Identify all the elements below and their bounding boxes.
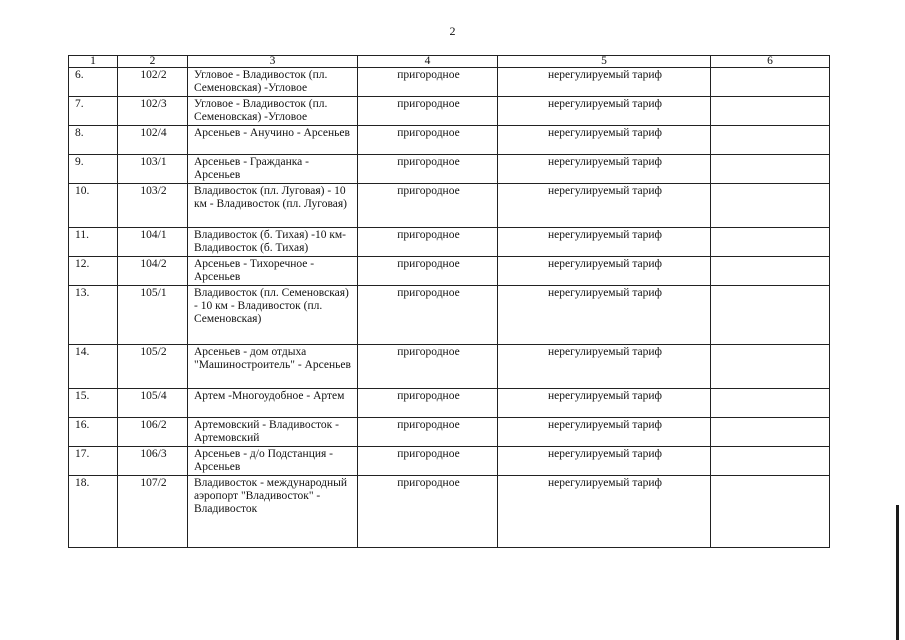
row-number: 14. bbox=[69, 345, 118, 389]
page-number: 2 bbox=[449, 24, 456, 38]
tariff-type: нерегулируемый тариф bbox=[498, 286, 711, 345]
tariff-type: нерегулируемый тариф bbox=[498, 447, 711, 476]
route-name: Владивосток (пл. Семеновская) - 10 км - Владивосток (пл. Семеновская) bbox=[188, 286, 358, 345]
route-code: 102/4 bbox=[118, 126, 188, 155]
row-number: 7. bbox=[69, 97, 118, 126]
extra-cell bbox=[711, 286, 830, 345]
route-name: Артем -Многоудобное - Артем bbox=[188, 389, 358, 418]
route-name: Арсеньев - Гражданка - Арсеньев bbox=[188, 155, 358, 184]
row-number: 15. bbox=[69, 389, 118, 418]
extra-cell bbox=[711, 418, 830, 447]
row-number: 9. bbox=[69, 155, 118, 184]
extra-cell bbox=[711, 97, 830, 126]
routes-table bbox=[68, 55, 830, 548]
route-name: Арсеньев - Анучино - Арсеньев bbox=[188, 126, 358, 155]
tariff-type: нерегулируемый тариф bbox=[498, 97, 711, 126]
extra-cell bbox=[711, 155, 830, 184]
table-row bbox=[69, 257, 830, 286]
tariff-type: нерегулируемый тариф bbox=[498, 418, 711, 447]
extra-cell bbox=[711, 184, 830, 228]
tariff-type: нерегулируемый тариф bbox=[498, 155, 711, 184]
row-number: 6. bbox=[69, 68, 118, 97]
scan-edge-line bbox=[896, 505, 899, 640]
tariff-type: нерегулируемый тариф bbox=[498, 257, 711, 286]
extra-cell bbox=[711, 228, 830, 257]
route-kind: пригородное bbox=[358, 345, 498, 389]
table-body bbox=[69, 68, 830, 548]
table-row bbox=[69, 476, 830, 548]
route-code: 102/3 bbox=[118, 97, 188, 126]
table-row bbox=[69, 345, 830, 389]
route-name: Арсеньев - дом отдыха "Машиностроитель" - Арсеньев bbox=[188, 345, 358, 389]
table-row bbox=[69, 68, 830, 97]
route-name: Арсеньев - д/о Подстанция - Арсеньев bbox=[188, 447, 358, 476]
table-row bbox=[69, 389, 830, 418]
route-name: Арсеньев - Тихоречное - Арсеньев bbox=[188, 257, 358, 286]
header-col-1: 1 bbox=[69, 56, 118, 68]
route-kind: пригородное bbox=[358, 228, 498, 257]
route-name: Владивосток (б. Тихая) -10 км- Владивосток (б. Тихая) bbox=[188, 228, 358, 257]
route-name: Владивосток - международный аэропорт "Владивосток" - Владивосток bbox=[188, 476, 358, 548]
row-number: 10. bbox=[69, 184, 118, 228]
route-code: 105/2 bbox=[118, 345, 188, 389]
tariff-type: нерегулируемый тариф bbox=[498, 476, 711, 548]
route-name: Владивосток (пл. Луговая) - 10 км - Владивосток (пл. Луговая) bbox=[188, 184, 358, 228]
route-code: 107/2 bbox=[118, 476, 188, 548]
extra-cell bbox=[711, 345, 830, 389]
route-code: 104/2 bbox=[118, 257, 188, 286]
table-row bbox=[69, 155, 830, 184]
extra-cell bbox=[711, 257, 830, 286]
route-name: Артемовский - Владивосток - Артемовский bbox=[188, 418, 358, 447]
table-row bbox=[69, 286, 830, 345]
row-number: 18. bbox=[69, 476, 118, 548]
route-kind: пригородное bbox=[358, 126, 498, 155]
route-code: 105/4 bbox=[118, 389, 188, 418]
route-kind: пригородное bbox=[358, 418, 498, 447]
tariff-type: нерегулируемый тариф bbox=[498, 68, 711, 97]
route-kind: пригородное bbox=[358, 476, 498, 548]
route-code: 106/3 bbox=[118, 447, 188, 476]
tariff-type: нерегулируемый тариф bbox=[498, 345, 711, 389]
route-code: 103/1 bbox=[118, 155, 188, 184]
extra-cell bbox=[711, 476, 830, 548]
row-number: 8. bbox=[69, 126, 118, 155]
header-col-4: 4 bbox=[358, 56, 498, 68]
row-number: 13. bbox=[69, 286, 118, 345]
extra-cell bbox=[711, 126, 830, 155]
table-row bbox=[69, 126, 830, 155]
tariff-type: нерегулируемый тариф bbox=[498, 126, 711, 155]
tariff-type: нерегулируемый тариф bbox=[498, 184, 711, 228]
extra-cell bbox=[711, 447, 830, 476]
row-number: 17. bbox=[69, 447, 118, 476]
route-kind: пригородное bbox=[358, 184, 498, 228]
route-kind: пригородное bbox=[358, 286, 498, 345]
header-col-2: 2 bbox=[118, 56, 188, 68]
table-row bbox=[69, 228, 830, 257]
route-name: Угловое - Владивосток (пл. Семеновская) -Угловое bbox=[188, 68, 358, 97]
header-col-5: 5 bbox=[498, 56, 711, 68]
extra-cell bbox=[711, 389, 830, 418]
table-row bbox=[69, 418, 830, 447]
table-header bbox=[69, 56, 830, 68]
tariff-type: нерегулируемый тариф bbox=[498, 228, 711, 257]
route-kind: пригородное bbox=[358, 389, 498, 418]
route-kind: пригородное bbox=[358, 257, 498, 286]
route-kind: пригородное bbox=[358, 97, 498, 126]
route-kind: пригородное bbox=[358, 68, 498, 97]
extra-cell bbox=[711, 68, 830, 97]
route-code: 102/2 bbox=[118, 68, 188, 97]
header-col-6: 6 bbox=[711, 56, 830, 68]
table-row bbox=[69, 97, 830, 126]
row-number: 12. bbox=[69, 257, 118, 286]
header-col-3: 3 bbox=[188, 56, 358, 68]
route-code: 105/1 bbox=[118, 286, 188, 345]
route-kind: пригородное bbox=[358, 447, 498, 476]
row-number: 16. bbox=[69, 418, 118, 447]
route-kind: пригородное bbox=[358, 155, 498, 184]
header-row bbox=[69, 56, 830, 68]
route-name: Угловое - Владивосток (пл. Семеновская) -Угловое bbox=[188, 97, 358, 126]
route-code: 104/1 bbox=[118, 228, 188, 257]
tariff-type: нерегулируемый тариф bbox=[498, 389, 711, 418]
table-row bbox=[69, 447, 830, 476]
row-number: 11. bbox=[69, 228, 118, 257]
table-row bbox=[69, 184, 830, 228]
route-code: 103/2 bbox=[118, 184, 188, 228]
route-code: 106/2 bbox=[118, 418, 188, 447]
